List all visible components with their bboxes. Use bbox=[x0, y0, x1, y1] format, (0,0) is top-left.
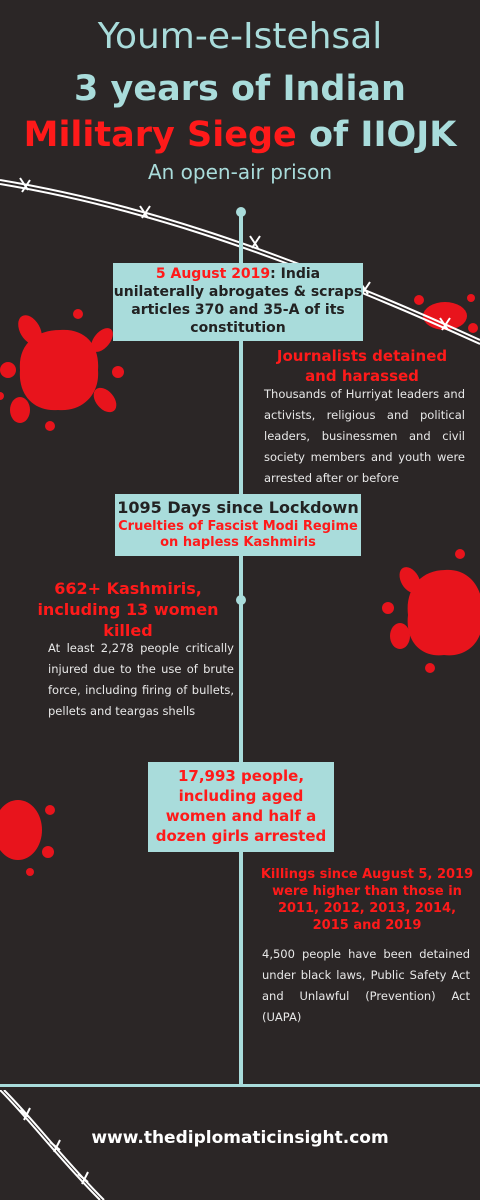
title-line-3 bbox=[0, 112, 480, 158]
title-highlight: Military Siege bbox=[23, 115, 297, 155]
bottom-divider bbox=[0, 1084, 480, 1087]
arrested-box: 17,993 people, including aged women and half a dozen girls arrested bbox=[148, 762, 334, 852]
event-box-aug-2019 bbox=[113, 263, 363, 341]
killings-heading: Killings since August 5, 2019 were higher than those in 2011, 2012, 2013, 2014, 2015 and 2019 bbox=[260, 867, 474, 933]
journalists-heading: Journalists detained and harassed bbox=[276, 347, 448, 385]
detained-body: 4,500 people have been detained under black laws, Public Safety Act and Unlawful (Prevention) Act (UAPA) bbox=[262, 947, 470, 1024]
timeline-line bbox=[239, 213, 243, 1087]
title-rest: of IIOJK bbox=[296, 115, 457, 155]
lockdown-heading: 1095 Days since Lockdown bbox=[117, 498, 359, 517]
blood-splatter-right bbox=[370, 540, 480, 680]
website-url[interactable]: www.thediplomaticinsight.com bbox=[91, 1128, 389, 1148]
lockdown-subheading: Cruelties of Fascist Modi Regime on hapless Kashmiris bbox=[118, 519, 358, 550]
event-date: 5 August 2019 bbox=[155, 266, 271, 282]
journalists-body: Thousands of Hurriyat leaders and activists, religious and political leaders, businessmen and civil society members and youth were arrested after or before bbox=[264, 387, 465, 485]
killed-heading: 662+ Kashmiris, including 13 women killed bbox=[37, 579, 219, 640]
subtitle: An open-air prison bbox=[147, 160, 333, 184]
title-line-2: 3 years of Indian bbox=[74, 69, 406, 109]
lockdown-box bbox=[115, 494, 361, 556]
killed-body: At least 2,278 people critically injured due to the use of brute force, including firing of bullets, pellets and teargas shells bbox=[48, 641, 234, 718]
blood-splatter-lower-left bbox=[0, 780, 60, 880]
title-line-1: Youm-e-Istehsal bbox=[97, 16, 383, 57]
timeline-dot-top bbox=[236, 207, 246, 217]
event-text: : India unilaterally abrogates & scraps articles 370 and 35-A of its constitution bbox=[113, 266, 363, 336]
